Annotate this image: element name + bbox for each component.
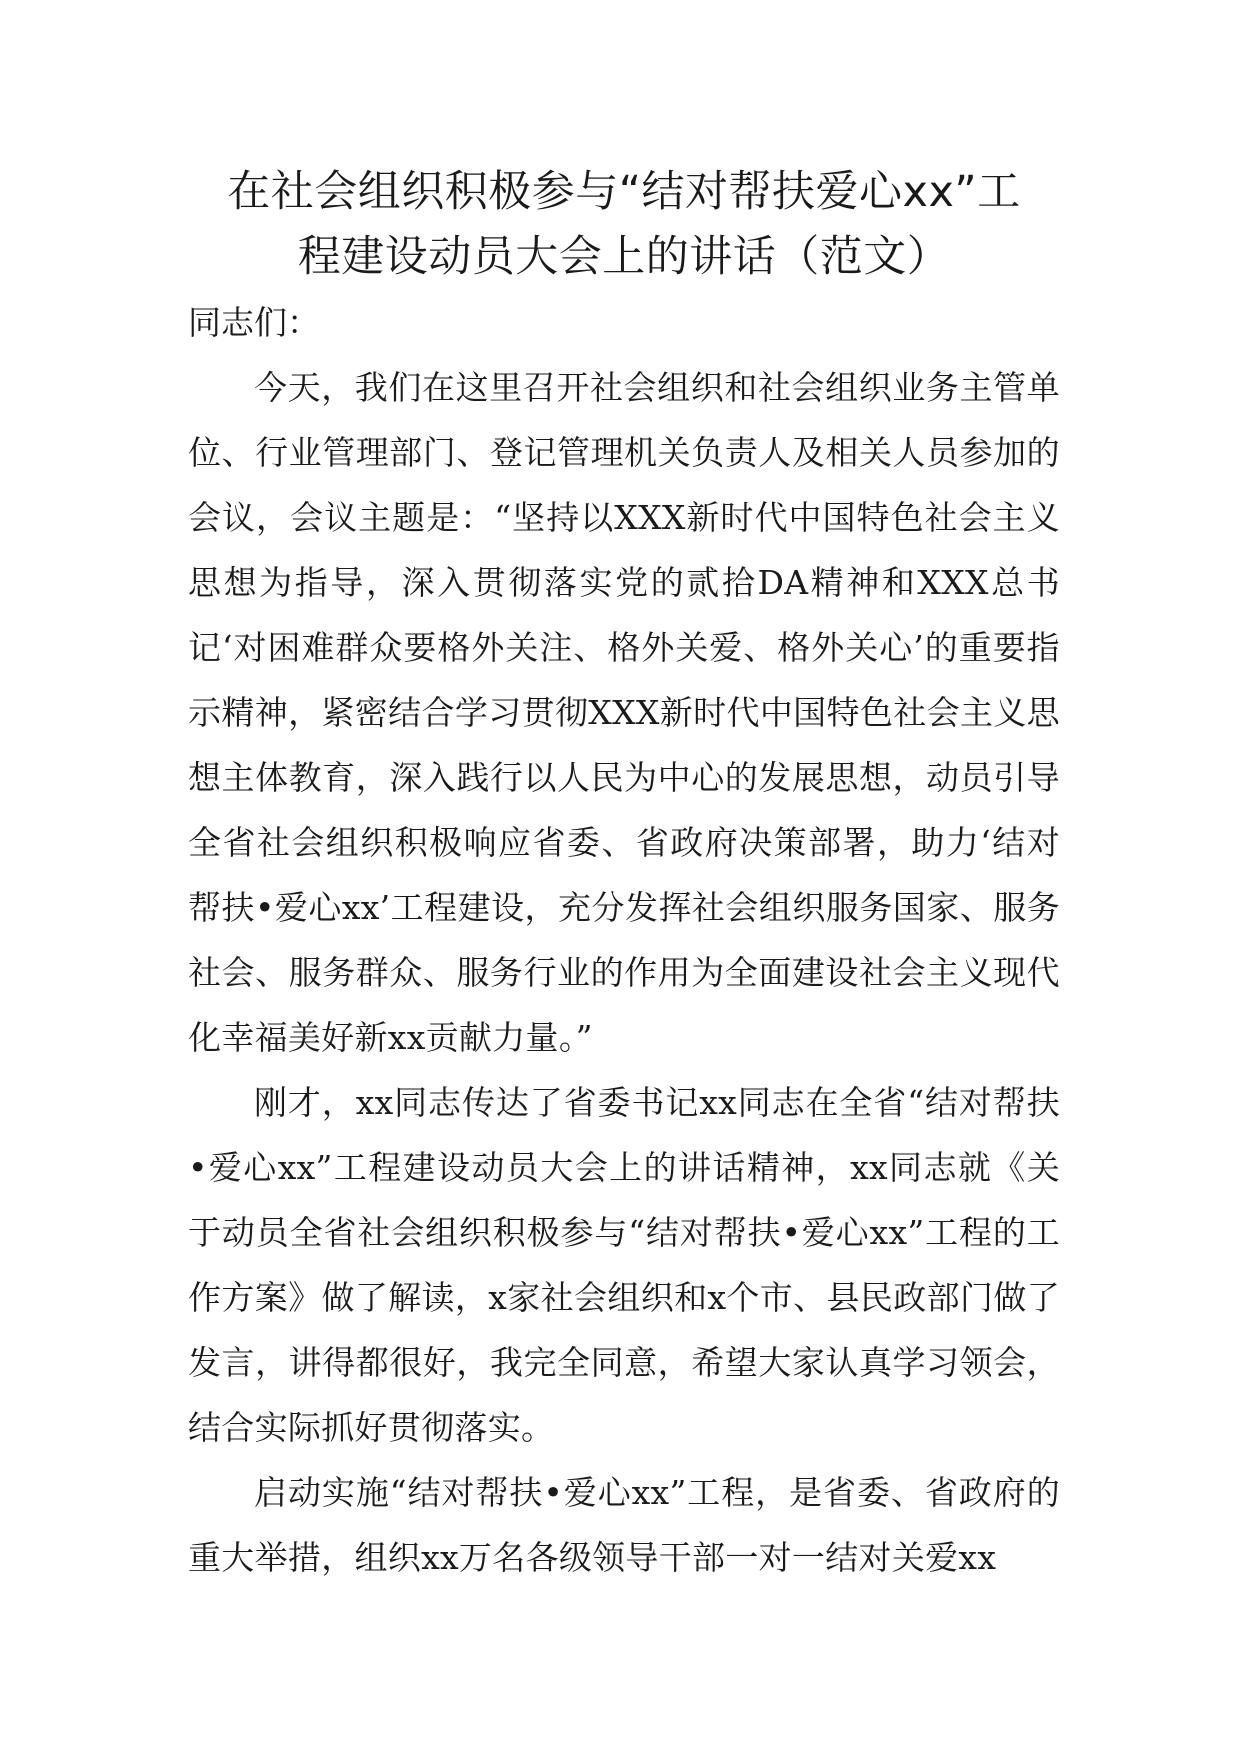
paragraph-1: 今天，我们在这里召开社会组织和社会组织业务主管单位、行业管理部门、登记管理机关负责人及相关人员参加的会议，会议主题是：“坚持以XXX新时代中国特色社会主义思想为指导，深入贯彻落实党的贰拾DA精神和XXX总书记‘对困难群众要格外关注、格外关爱、格外关心’的重要指示精神，紧密结合学习贯彻XXX新时代中国特色社会主义思想主体教育，深入践行以人民为中心的发展思想，动员引导全省社会组织积极响应省委、省政府决策部署，助力‘结对帮扶•爱心xx’工程建设，充分发挥社会组织服务国家、服务社会、服务群众、服务行业的作用为全面建设社会主义现代化幸福美好新xx贡献力量。” — [188, 368, 1060, 1057]
title-line-1: 在社会组织积极参与“结对帮扶爱心xx”工 — [227, 167, 1021, 217]
document-page — [188, 160, 1060, 1590]
document-title — [188, 160, 1060, 290]
title-line-2: 程建设动员大会上的讲话（范文） — [297, 232, 951, 282]
paragraph-2: 刚才，xx同志传达了省委书记xx同志在全省“结对帮扶•爱心xx”工程建设动员大会上的讲话精神，xx同志就《关于动员全省社会组织积极参与“结对帮扶•爱心xx”工程的工作方案》做了解读，x家社会组织和x个市、县民政部门做了发言，讲得都很好，我完全同意，希望大家认真学习领会，结合实际抓好贯彻落实。 — [188, 1083, 1060, 1447]
salutation: 同志们： — [188, 303, 320, 342]
paragraph-3: 启动实施“结对帮扶•爱心xx”工程，是省委、省政府的重大举措，组织xx万名各级领导干部一对一结对关爱xx — [188, 1473, 1060, 1577]
